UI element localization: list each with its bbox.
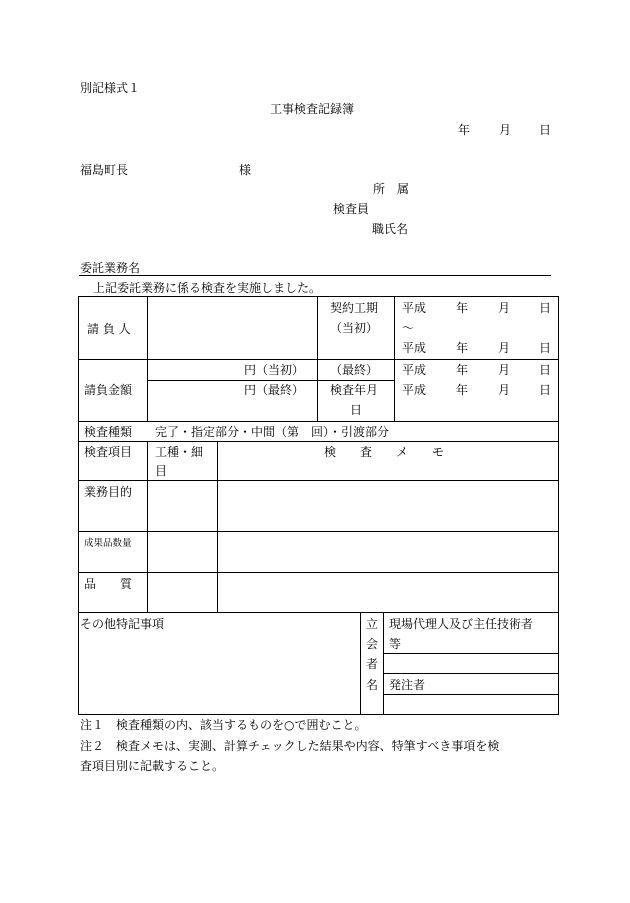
client-label: 発注者 xyxy=(389,678,426,692)
addressee: 福島町長 xyxy=(80,163,129,177)
inspection-era: 平成 xyxy=(402,383,427,397)
start-day: 日 xyxy=(539,301,552,315)
amount-final: 円（最終） xyxy=(244,383,305,397)
start-era: 平成 xyxy=(402,301,427,315)
start-year: 年 xyxy=(456,301,469,315)
position-name-label: 職氏名 xyxy=(372,222,409,236)
form-number: 別記様式１ xyxy=(80,81,141,95)
inspection-date-label-day: 日 xyxy=(350,403,363,417)
affiliation-label: 所 属 xyxy=(373,182,410,196)
inspector-label: 検査員 xyxy=(333,202,370,216)
business-name-underline xyxy=(79,275,551,276)
document-title: 工事検査記録簿 xyxy=(270,102,355,116)
date-day: 日 xyxy=(539,123,552,137)
business-purpose-label: 業務目的 xyxy=(84,485,133,499)
note-2-line-1: 注２ 検査メモは、実測、計算チェックした結果や内容、特筆すべき事項を検 xyxy=(80,739,500,753)
note-2-line-2: 査項目別に記載すること。 xyxy=(80,759,225,773)
end-year: 年 xyxy=(456,341,469,355)
contract-period-label: 契約工期 xyxy=(330,301,379,315)
final-period-label: （最終） xyxy=(330,363,379,377)
inspection-day: 日 xyxy=(539,383,552,397)
attendee-char-4: 名 xyxy=(366,678,379,692)
other-notes-label: その他特記事項 xyxy=(80,617,165,631)
date-month: 月 xyxy=(499,123,512,137)
inspection-item-label: 検査項目 xyxy=(84,445,133,459)
note-1: 注１ 検査種類の内、該当するものを○で囲むこと。 xyxy=(80,718,367,732)
work-type-label: 工種・細 xyxy=(155,445,204,459)
business-name-label: 委託業務名 xyxy=(80,261,141,275)
inspection-memo-label: 検 査 メ モ xyxy=(324,445,445,459)
amount-label: 請負金額 xyxy=(84,383,133,397)
inspection-month: 月 xyxy=(498,383,511,397)
end-era: 平成 xyxy=(402,341,427,355)
end-month: 月 xyxy=(498,341,511,355)
attendee-char-3: 者 xyxy=(366,657,379,671)
honorific: 様 xyxy=(239,163,252,177)
final-era: 平成 xyxy=(402,363,427,377)
final-day: 日 xyxy=(539,363,552,377)
work-type-label-cont: 目 xyxy=(155,464,168,478)
inspection-date-label: 検査年月 xyxy=(330,383,379,397)
contractor-label: 請 負 人 xyxy=(87,322,131,336)
amount-initial: 円（当初） xyxy=(244,363,305,377)
inspection-type-options: 完了・指定部分・中間（第 回）・引渡部分 xyxy=(155,425,390,439)
end-day: 日 xyxy=(539,341,552,355)
contract-period-initial: （当初） xyxy=(330,321,379,335)
inspection-year: 年 xyxy=(456,383,469,397)
inspection-type-label: 検査種類 xyxy=(84,425,133,439)
attendee-char-2: 会 xyxy=(366,637,379,651)
site-agent-label: 現場代理人及び主任技術者 xyxy=(389,617,534,631)
quality-label: 品 質 xyxy=(84,577,133,591)
date-year: 年 xyxy=(458,123,471,137)
final-year: 年 xyxy=(456,363,469,377)
start-month: 月 xyxy=(498,301,511,315)
final-month: 月 xyxy=(498,363,511,377)
period-tilde: ～ xyxy=(402,321,415,335)
attendee-char-1: 立 xyxy=(366,617,379,631)
site-agent-label-cont: 等 xyxy=(389,637,402,651)
inspection-statement: 上記委託業務に係る検査を実施しました。 xyxy=(93,281,322,295)
deliverable-quantity-label: 成果品数量 xyxy=(84,538,132,549)
